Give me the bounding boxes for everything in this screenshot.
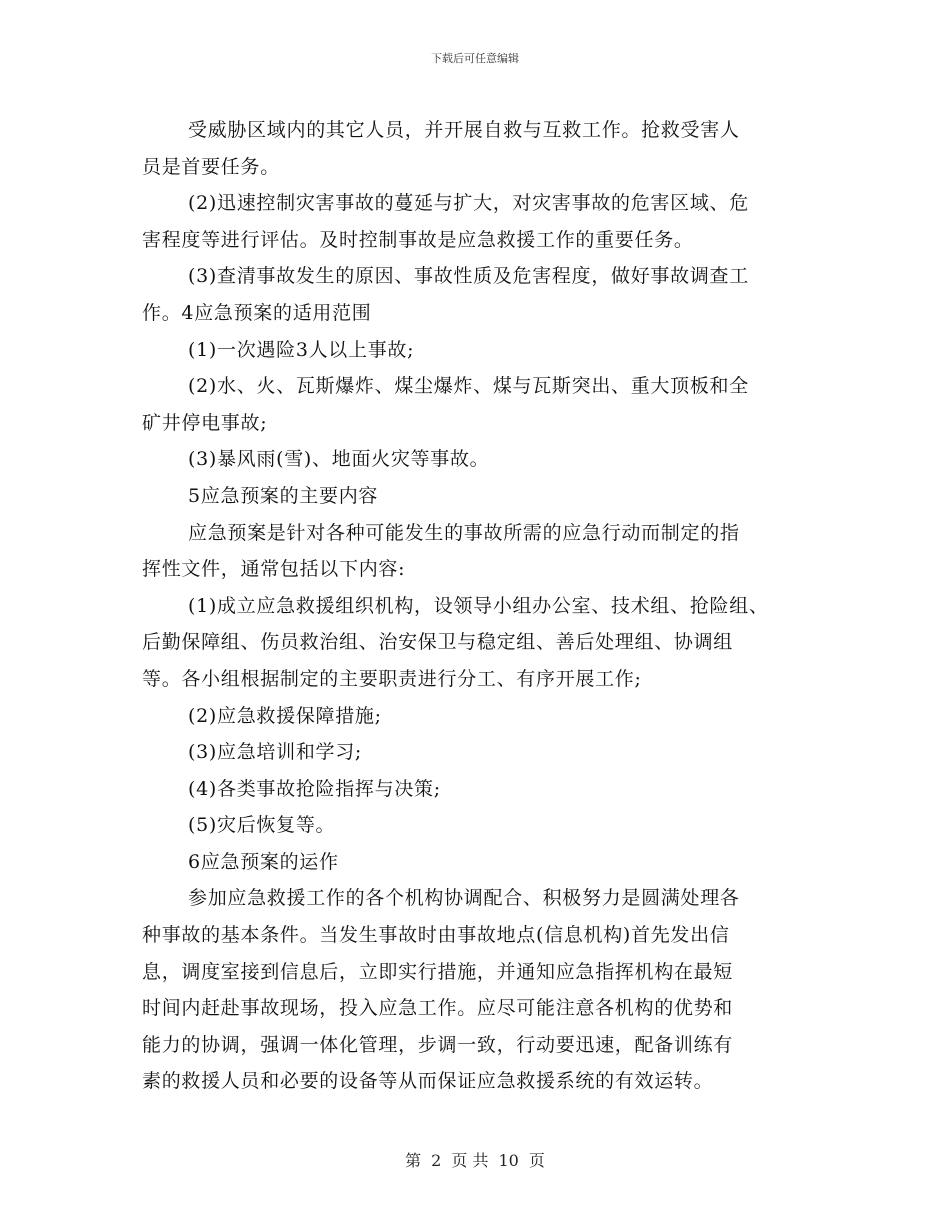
text-line: (3)暴风雨(雪)、地面火灾等事故。 xyxy=(188,448,490,471)
page-footer xyxy=(0,1148,950,1171)
text-line: 5应急预案的主要内容 xyxy=(188,484,379,507)
text-line: 害程度等进行评估。及时控制事故是应急救援工作的重要任务。 xyxy=(142,228,694,251)
text-line: 作。4应急预案的适用范围 xyxy=(142,301,372,324)
document-body xyxy=(142,112,810,1100)
footer-page-suffix: 页 xyxy=(528,1151,545,1170)
text-line: 应急预案是针对各种可能发生的事故所需的应急行动而制定的指 xyxy=(188,521,740,544)
text-line: 受威胁区域内的其它人员，并开展自救与互救工作。抢救受害人 xyxy=(188,119,740,141)
footer-page-prefix: 第 xyxy=(405,1151,422,1170)
text-line: 后勤保障组、伤员救治组、治安保卫与稳定组、善后处理组、协调组 xyxy=(142,631,734,654)
text-line: (1)一次遇险3人以上事故; xyxy=(188,338,415,361)
footer-total-pages: 10 xyxy=(498,1151,519,1170)
text-line: 等。各小组根据制定的主要职责进行分工、有序开展工作; xyxy=(142,667,642,690)
text-line: 挥性文件，通常包括以下内容: xyxy=(142,558,406,581)
footer-page-mid: 页 共 xyxy=(451,1151,489,1170)
page-header: 下载后可任意编辑 xyxy=(431,52,519,65)
text-line: (4)各类事故抢险指挥与决策; xyxy=(188,777,441,800)
text-line: 种事故的基本条件。当发生事故时由事故地点(信息机构)首先发出信 xyxy=(142,924,730,947)
footer-page-number: 2 xyxy=(431,1151,442,1170)
text-line: (1)成立应急救援组织机构，设领导小组办公室、技术组、抢险组、 xyxy=(188,594,769,617)
text-line: 6应急预案的运作 xyxy=(188,850,339,873)
text-line: (3)查清事故发生的原因、事故性质及危害程度，做好事故调查工 xyxy=(188,265,749,288)
text-line: 能力的协调，强调一体化管理，步调一致，行动要迅速，配备训练有 xyxy=(142,1033,734,1056)
text-line: (3)应急培训和学习; xyxy=(188,741,363,764)
text-line: (5)灾后恢复等。 xyxy=(188,814,336,837)
text-line: 员是首要任务。 xyxy=(142,155,280,178)
text-line: 矿井停电事故; xyxy=(142,411,268,434)
text-line: 参加应急救援工作的各个机构协调配合、积极努力是圆满处理各 xyxy=(188,887,740,910)
text-line: 素的救援人员和必要的设备等从而保证应急救援系统的有效运转。 xyxy=(142,1070,714,1093)
text-line: 息，调度室接到信息后，立即实行措施，并通知应急指挥机构在最短 xyxy=(142,960,734,983)
text-line: (2)水、火、瓦斯爆炸、煤尘爆炸、煤与瓦斯突出、重大顶板和全 xyxy=(188,375,749,398)
text-line: (2)迅速控制灾害事故的蔓延与扩大，对灾害事故的危害区域、危 xyxy=(188,192,749,215)
text-line: 时间内赶赴事故现场，投入应急工作。应尽可能注意各机构的优势和 xyxy=(142,997,734,1020)
text-line: (2)应急救援保障措施; xyxy=(188,704,382,727)
